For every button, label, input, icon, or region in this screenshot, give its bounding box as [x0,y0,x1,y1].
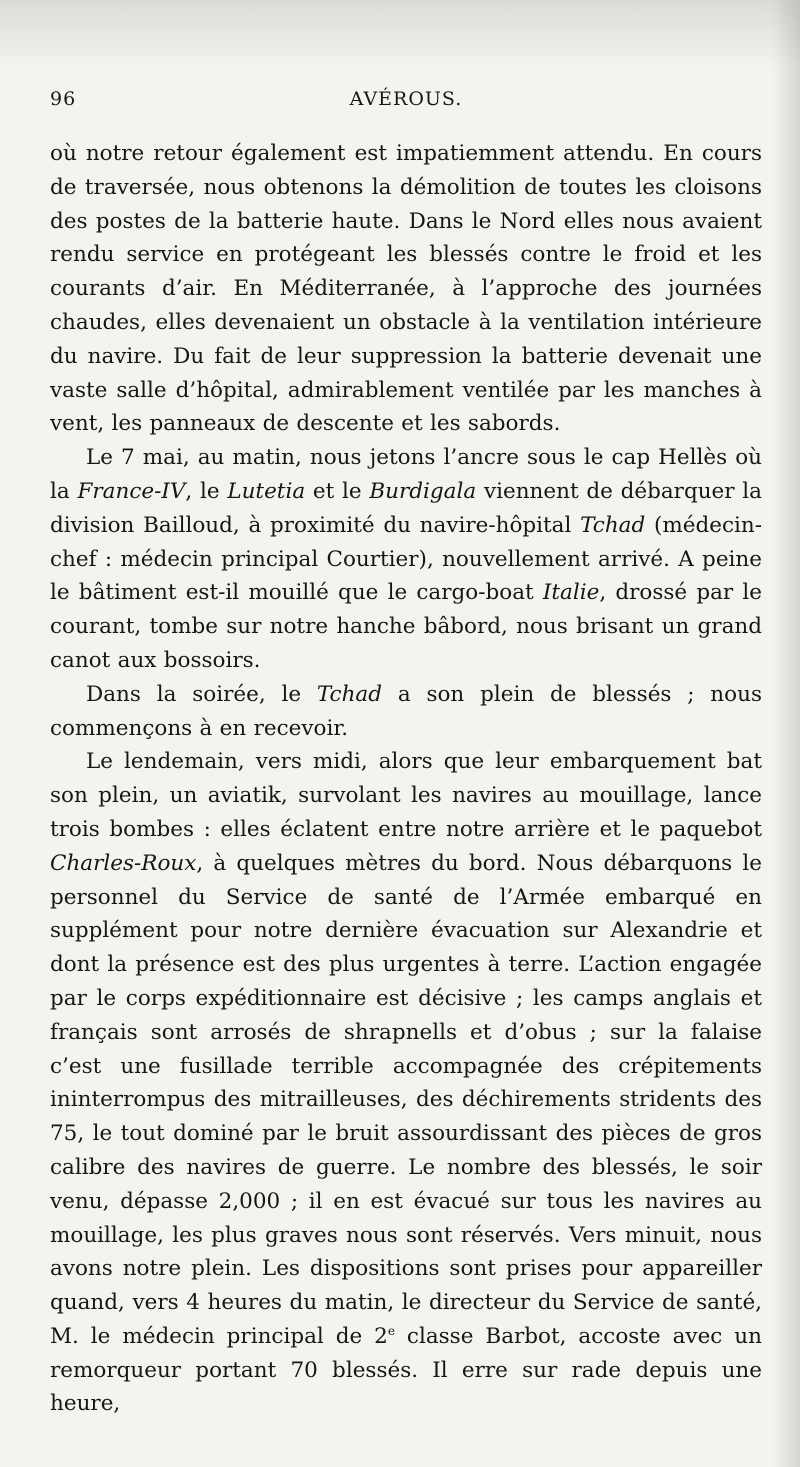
superscript: e [387,1323,395,1338]
paragraph-continuation: où notre retour également est impatiemment attendu. En cours de traversée, nous obtenons la démolition de toutes les cloisons des postes de la batterie haute. Dans le Nord elles nous avaient rendu service en protégeant les blessés contre le froid et les courants d’air. En Méditerranée, à l’approche des journées chaudes, elles devenaient un obstacle à la ventilation intérieure du navire. Du fait de leur suppression la batterie devenait une vaste salle d’hôpital, admirablement ventilée par les manches à vent, les panneaux de descente et les sabords. [50,141,762,437]
italic-name: Tchad [316,681,383,707]
text-run: et le [305,478,370,504]
page-header [50,88,762,118]
body-text [50,137,762,1421]
italic-name: France-IV [77,478,186,504]
page-right-shadow [772,0,800,1467]
italic-name: Burdigala [369,478,477,504]
text-run: viennent de débarquer la division Bailloud, à proximité du navire-hôpital [50,478,762,538]
text-run: , drossé par le courant, tombe sur notre hanche bâbord, nous brisant un grand canot aux bossoirs. [50,580,762,673]
page-number: 96 [50,88,77,110]
text-run: Le 7 mai, au matin, nous jetons l’ancre sous le cap Hellès où la [50,445,762,504]
text-run: classe Barbot, accoste avec un remorqueur portant 70 blessés. Il erre sur rade depuis une heure, [50,1323,762,1417]
italic-name: Lutetia [227,478,306,504]
paragraph-lendemain [50,745,762,1421]
text-run: Dans la soirée, le [86,681,317,707]
text-run: Le lendemain, vers midi, alors que leur embarquement bat son plein, un aviatik, survolant les navires au mouillage, lance trois bombes : elles éclatent entre notre arrière et le paquebot [50,749,762,842]
paragraph-7-mai [50,441,762,678]
text-run: (médecin-chef : médecin principal Courtier), nouvellement arrivé. A peine le bâtiment est-il mouillé que le cargo-boat [50,512,762,606]
running-title: AVÉROUS. [349,88,463,110]
page-top-shadow [0,0,800,70]
italic-name: Tchad [580,512,646,538]
italic-name: Charles-Roux [50,850,197,876]
italic-name: Italie [542,580,600,606]
text-run: a son plein de blessés ; nous commençons à en recevoir. [50,681,762,741]
text-run: , le [185,478,228,504]
paragraph-soiree [50,678,762,746]
text-run: , à quelques mètres du bord. Nous débarquons le personnel du Service de santé de l’Armée embarqué en supplément pour notre dernière évacuation sur Alexandrie et dont la présence est des plus urgentes à terre. L’action engagée par le corps expéditionnaire est décisive ; les camps anglais et français sont arrosés de shrapnells et d’obus ; sur la falaise c’est une fusillade terrible accompagnée des crépitements ininterrompus des mitrailleuses, des déchirements stridents des 75, le tout dominé par le bruit assourdissant des pièces de gros calibre des navires de guerre. Le nombre des blessés, le soir venu, dépasse 2,000 ; il en est évacué sur tous les navires au mouillage, les plus graves nous sont réservés. Vers minuit, nous avons notre plein. Les dispositions sont prises pour appareiller quand, vers 4 heures du matin, le directeur du Service de santé, M. le médecin principal de 2 [50,850,762,1349]
